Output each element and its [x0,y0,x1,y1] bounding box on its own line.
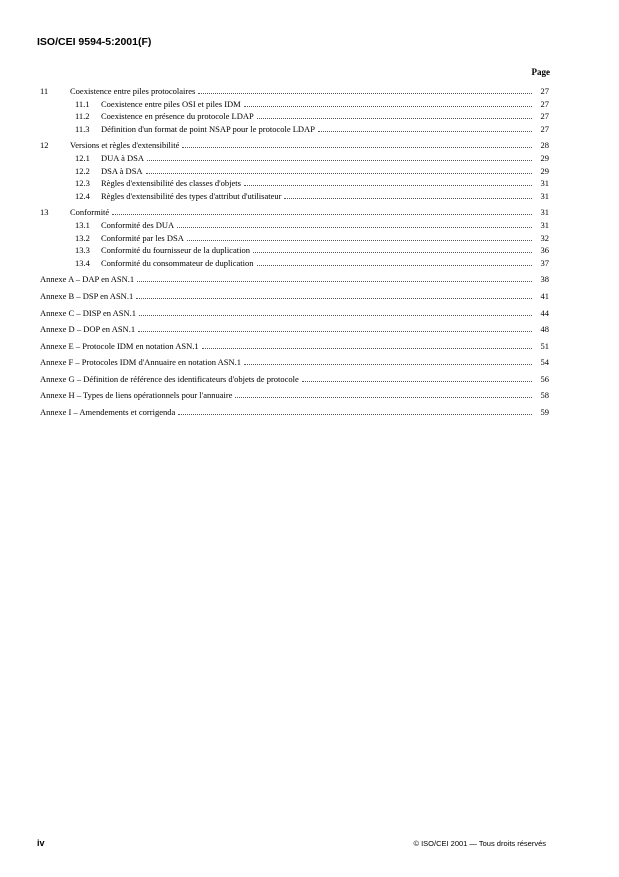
leader-dots [257,109,532,119]
entry-number: 12.2 [75,165,90,176]
entry-page: 44 [540,307,549,318]
toc-annex-entry[interactable] [40,355,549,368]
toc-subentry[interactable] [40,243,549,256]
leader-dots [177,218,532,228]
entry-page: 56 [540,373,549,384]
entry-page: 27 [540,98,549,109]
entry-page: 29 [540,152,549,163]
entry-number: 11 [40,86,49,96]
leader-dots [318,122,532,132]
entry-number: 12 [40,140,49,151]
entry-title: Coexistence entre piles protocolaires [70,86,196,96]
leader-dots [244,176,532,186]
entry-title: Annexe B – DSP en ASN.1 [40,290,134,301]
entry-title: Conformité par les DSA [101,232,184,243]
toc-annex-entry[interactable] [40,289,549,302]
leader-dots [182,138,532,148]
entry-page: 27 [540,86,549,96]
entry-page: 29 [540,165,549,176]
leader-dots [138,322,532,332]
entry-page: 27 [540,123,549,134]
entry-page: 28 [540,140,549,151]
entry-title: Annexe F – Protocoles IDM d'Annuaire en notation ASN.1 [40,357,242,368]
leader-dots [146,164,532,174]
toc-entry[interactable] [40,138,549,151]
toc-annex-entry[interactable] [40,272,549,285]
entry-page: 32 [540,232,549,243]
toc-annex-entry[interactable] [40,339,549,352]
entry-number: 13.4 [75,257,90,268]
toc-annex-c [40,306,549,319]
entry-title: Conformité des DUA [101,219,175,230]
leader-dots [187,231,532,241]
document-id: ISO/CEI 9594-5:2001(F) [37,36,152,48]
entry-page: 54 [540,357,549,368]
leader-dots [257,256,533,266]
toc-section-11 [40,84,549,134]
leader-dots [235,388,532,398]
entry-number: 13.2 [75,232,90,243]
toc-annex-entry[interactable] [40,306,549,319]
entry-page: 59 [540,407,549,418]
entry-title: DSA à DSA [101,165,143,176]
entry-title: Annexe G – Définition de référence des identificateurs d'objets de protocole [40,373,299,384]
entry-title: Conformité du fournisseur de la duplication [101,245,250,256]
page-number: iv [37,838,45,848]
toc-annex-entry[interactable] [40,388,549,401]
toc-subentry[interactable] [40,218,549,231]
entry-title: DUA à DSA [101,152,144,163]
entry-page: 36 [540,245,549,256]
entry-title: Coexistence en présence du protocole LDAP [101,111,254,122]
entry-page: 37 [540,257,549,268]
entry-page: 31 [540,178,549,189]
leader-dots [112,205,532,215]
leader-dots [178,405,532,415]
toc-subentry[interactable] [40,176,549,189]
toc-subentry[interactable] [40,122,549,135]
leader-dots [244,355,532,365]
toc-annex-a [40,272,549,285]
entry-number: 12.1 [75,152,90,163]
entry-page: 27 [540,111,549,122]
entry-title: Annexe H – Types de liens opérationnels pour l'annuaire [40,390,233,401]
entry-page: 31 [540,207,549,218]
entry-number: 13 [40,207,49,218]
entry-number: 13.1 [75,219,90,230]
entry-title: Annexe I – Amendements et corrigenda [40,407,176,418]
entry-page: 31 [540,219,549,230]
toc-section-12 [40,138,549,201]
entry-number: 13.3 [75,245,90,256]
toc-section-13 [40,205,549,268]
entry-title: Annexe C – DISP en ASN.1 [40,307,137,318]
entry-number: 11.1 [75,98,90,109]
toc-annex-entry[interactable] [40,372,549,385]
entry-title: Règles d'extensibilité des classes d'objets [101,178,241,189]
toc-annex-i [40,405,549,418]
toc-subentry[interactable] [40,151,549,164]
toc-annex-h [40,388,549,401]
leader-dots [302,372,532,382]
leader-dots [244,97,532,107]
entry-page: 41 [540,290,549,301]
toc-annex-e [40,339,549,352]
entry-page: 38 [540,274,549,285]
toc-entry[interactable] [40,205,549,218]
toc-entry[interactable] [40,84,549,97]
entry-title: Coexistence entre piles OSI et piles IDM [101,98,241,109]
leader-dots [253,243,532,253]
leader-dots [139,306,532,316]
toc-subentry[interactable] [40,109,549,122]
leader-dots [284,189,532,199]
entry-number: 12.4 [75,190,90,201]
leader-dots [198,84,532,94]
toc-annex-entry[interactable] [40,405,549,418]
leader-dots [136,289,532,299]
entry-title: Versions et règles d'extensibilité [70,140,180,151]
page-column-label: Page [531,67,550,77]
leader-dots [147,151,532,161]
toc-subentry[interactable] [40,256,549,269]
toc-subentry[interactable] [40,97,549,110]
toc-subentry[interactable] [40,189,549,202]
entry-title: Définition d'un format de point NSAP pour le protocole LDAP [101,123,315,134]
toc-annex-d [40,322,549,335]
entry-number: 12.3 [75,178,90,189]
entry-number: 11.2 [75,111,90,122]
toc-annex-g [40,372,549,385]
table-of-contents [40,84,549,422]
toc-annex-entry[interactable] [40,322,549,335]
entry-title: Règles d'extensibilité des types d'attribut d'utilisateur [101,190,282,201]
entry-title: Annexe D – DOP en ASN.1 [40,324,136,335]
entry-page: 31 [540,190,549,201]
leader-dots [137,272,532,282]
entry-page: 48 [540,324,549,335]
entry-title: Conformité du consommateur de duplication [101,257,254,268]
leader-dots [202,339,532,349]
entry-number: 11.3 [75,123,90,134]
toc-subentry[interactable] [40,231,549,244]
copyright-notice: © ISO/CEI 2001 — Tous droits réservés [413,839,546,848]
entry-title: Annexe A – DAP en ASN.1 [40,274,135,285]
toc-subentry[interactable] [40,164,549,177]
toc-annex-b [40,289,549,302]
entry-page: 58 [540,390,549,401]
entry-title: Conformité [70,207,110,218]
entry-page: 51 [540,340,549,351]
entry-title: Annexe E – Protocole IDM en notation ASN.1 [40,340,199,351]
toc-annex-f [40,355,549,368]
